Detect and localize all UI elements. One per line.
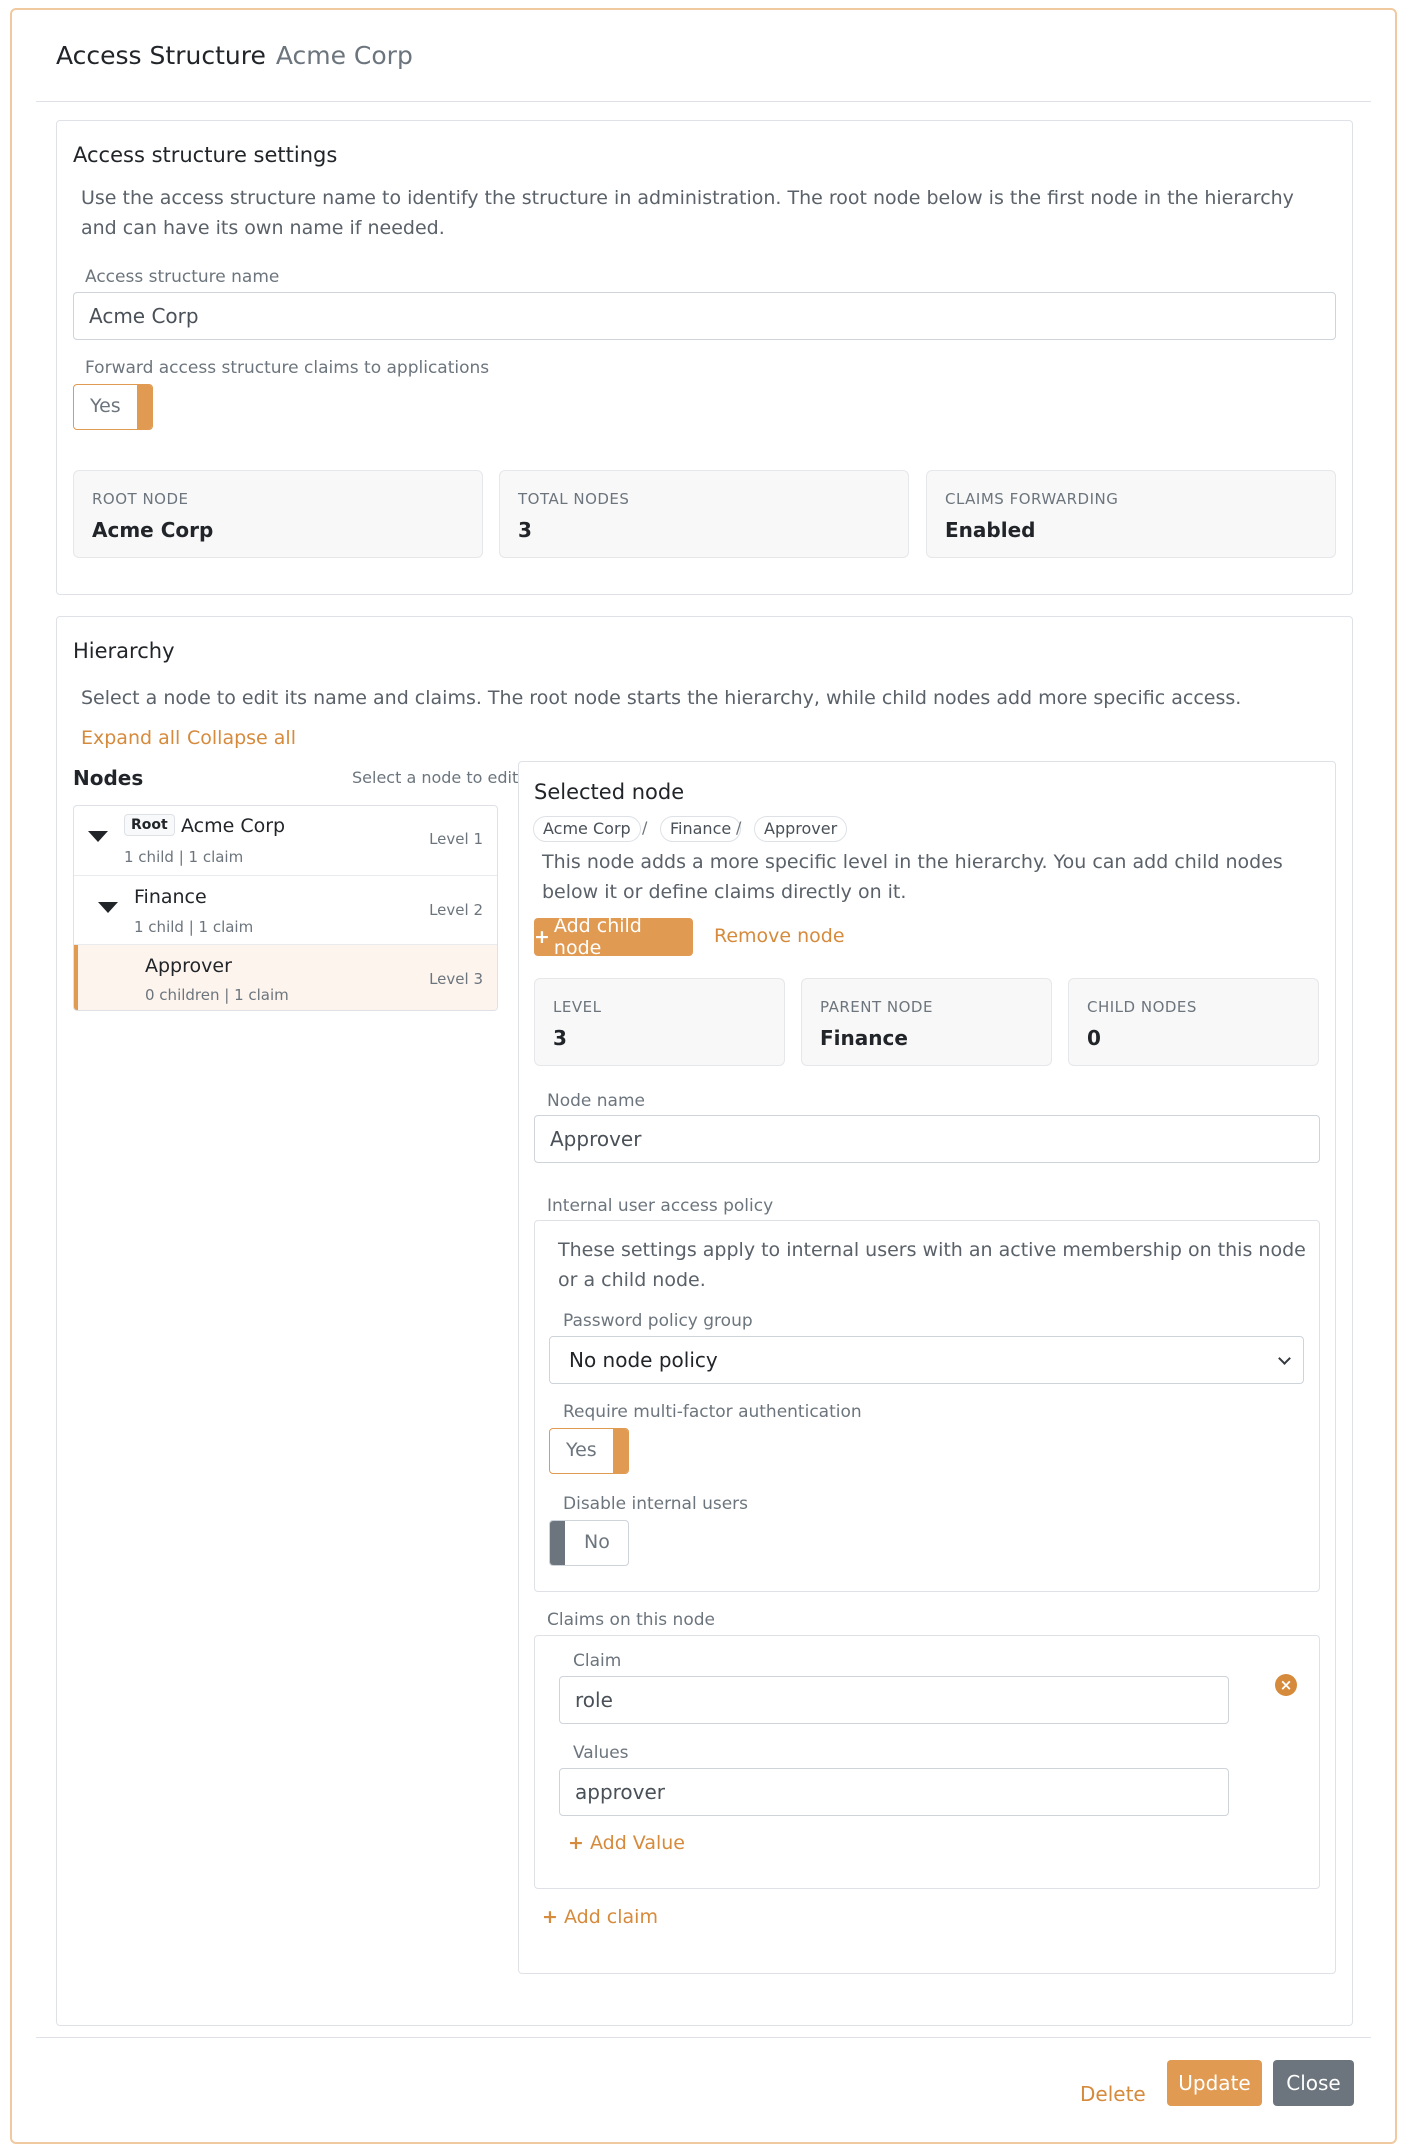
- caret-down-icon[interactable]: [88, 831, 108, 842]
- claim-input[interactable]: role: [559, 1676, 1229, 1724]
- add-claim-label: Add claim: [563, 1906, 658, 1928]
- add-child-node-button[interactable]: [534, 915, 693, 959]
- hierarchy-help: Select a node to edit its name and claims. The root node starts the hierarchy, while child nodes add more specific access.: [81, 687, 1242, 709]
- stat-total-nodes: [499, 470, 909, 558]
- mfa-label: Require multi-factor authentication: [563, 1402, 862, 1422]
- stat-level: [534, 978, 785, 1066]
- claim-label: Claim: [573, 1651, 622, 1671]
- tree-node-name: Acme Corp: [181, 815, 286, 837]
- toggle-knob: [550, 1521, 565, 1565]
- tree-node-acme-corp[interactable]: [74, 806, 497, 876]
- access-policy-label: Internal user access policy: [547, 1196, 774, 1216]
- stat-value: 3: [518, 518, 532, 542]
- tree-node-finance[interactable]: [74, 876, 497, 945]
- claims-label: Claims on this node: [547, 1610, 715, 1630]
- collapse-all-link[interactable]: Collapse all: [187, 727, 296, 749]
- breadcrumb-item[interactable]: Approver: [754, 816, 847, 842]
- remove-claim-icon[interactable]: ×: [1275, 1674, 1297, 1696]
- values-label: Values: [573, 1743, 629, 1763]
- breadcrumb-separator: /: [736, 818, 742, 837]
- chevron-down-icon: [1278, 1352, 1291, 1365]
- stat-value: 3: [553, 1026, 567, 1050]
- stat-value: Enabled: [945, 518, 1036, 542]
- hierarchy-title: Hierarchy: [73, 639, 175, 663]
- tree-node-name: Finance: [134, 886, 207, 908]
- disable-users-label: Disable internal users: [563, 1494, 749, 1514]
- plus-icon: +: [542, 1906, 558, 1928]
- toggle-knob: [613, 1429, 628, 1473]
- node-name-label: Node name: [547, 1091, 645, 1111]
- tree-node-meta: 0 children | 1 claim: [145, 986, 289, 1004]
- root-badge: Root: [124, 814, 175, 836]
- stat-label: CHILD NODES: [1087, 998, 1197, 1016]
- password-policy-value: No node policy: [569, 1348, 718, 1372]
- add-value-label: Add Value: [589, 1832, 685, 1854]
- forward-claims-toggle-text: Yes: [90, 395, 121, 417]
- settings-help: Use the access structure name to identify the structure in administration. The root node below is the first node in the hierarchy and can have its own name if needed.: [81, 187, 1294, 239]
- add-claim-link[interactable]: [542, 1906, 658, 1928]
- stat-root-node: [73, 470, 483, 558]
- modal-title: Access Structure: [56, 41, 266, 70]
- toggle-knob: [137, 385, 152, 429]
- disable-users-toggle[interactable]: [549, 1520, 629, 1566]
- forward-claims-toggle[interactable]: [73, 384, 153, 430]
- plus-icon: +: [568, 1832, 584, 1854]
- tree-node-level: Level 2: [429, 901, 483, 919]
- disable-users-toggle-text: No: [584, 1531, 610, 1553]
- breadcrumb-item[interactable]: Acme Corp: [533, 816, 641, 842]
- add-value-link[interactable]: [568, 1832, 685, 1854]
- stat-label: TOTAL NODES: [518, 490, 630, 508]
- stat-label: PARENT NODE: [820, 998, 933, 1016]
- close-button[interactable]: Close: [1273, 2060, 1354, 2106]
- modal-header: [36, 10, 1371, 102]
- stat-value: 0: [1087, 1026, 1101, 1050]
- modal-dialog: [10, 8, 1397, 2144]
- remove-node-link[interactable]: Remove node: [714, 925, 845, 947]
- tree-node-level: Level 1: [429, 830, 483, 848]
- tree-node-meta: 1 child | 1 claim: [124, 848, 244, 866]
- claim-value-input[interactable]: approver: [559, 1768, 1229, 1816]
- tree-node-name: Approver: [145, 955, 232, 977]
- add-child-node-label: Add child node: [553, 915, 642, 959]
- update-button[interactable]: Update: [1167, 2060, 1262, 2106]
- settings-title: Access structure settings: [73, 143, 338, 167]
- settings-panel: [56, 120, 1353, 595]
- password-policy-label: Password policy group: [563, 1311, 753, 1331]
- breadcrumb-separator: /: [642, 818, 648, 837]
- mfa-toggle-text: Yes: [566, 1439, 597, 1461]
- stat-value: Acme Corp: [92, 518, 214, 542]
- stat-child-nodes: [1068, 978, 1319, 1066]
- nodes-title: Nodes: [73, 766, 144, 790]
- delete-button[interactable]: Delete: [1080, 2082, 1146, 2106]
- nodes-hint: Select a node to edit: [352, 768, 519, 787]
- expand-all-link[interactable]: Expand all: [81, 727, 181, 749]
- caret-down-icon[interactable]: [98, 902, 118, 913]
- stat-label: CLAIMS FORWARDING: [945, 490, 1119, 508]
- tree-node-approver[interactable]: [74, 945, 497, 1011]
- stat-value: Finance: [820, 1026, 908, 1050]
- tree-node-meta: 1 child | 1 claim: [134, 918, 254, 936]
- plus-icon: +: [534, 926, 550, 948]
- structure-name-input[interactable]: Acme Corp: [73, 292, 1336, 340]
- tree-node-level: Level 3: [429, 970, 483, 988]
- breadcrumb-item[interactable]: Finance: [660, 816, 741, 842]
- mfa-toggle[interactable]: [549, 1428, 629, 1474]
- node-name-input[interactable]: Approver: [534, 1115, 1320, 1163]
- access-policy-help: These settings apply to internal users with an active membership on this node or a child node.: [558, 1239, 1306, 1291]
- forward-claims-label: Forward access structure claims to applications: [85, 358, 490, 378]
- node-tree: [73, 805, 498, 1011]
- modal-subtitle: Acme Corp: [275, 41, 413, 70]
- structure-name-label: Access structure name: [85, 267, 280, 287]
- stat-label: ROOT NODE: [92, 490, 189, 508]
- stat-claims-forwarding: [926, 470, 1336, 558]
- selected-node-help: This node adds a more specific level in the hierarchy. You can add child nodes below it or define claims directly on it.: [542, 851, 1283, 903]
- stat-label: LEVEL: [553, 998, 602, 1016]
- stat-parent-node: [801, 978, 1052, 1066]
- password-policy-select[interactable]: [549, 1336, 1304, 1384]
- selected-node-title: Selected node: [534, 780, 685, 804]
